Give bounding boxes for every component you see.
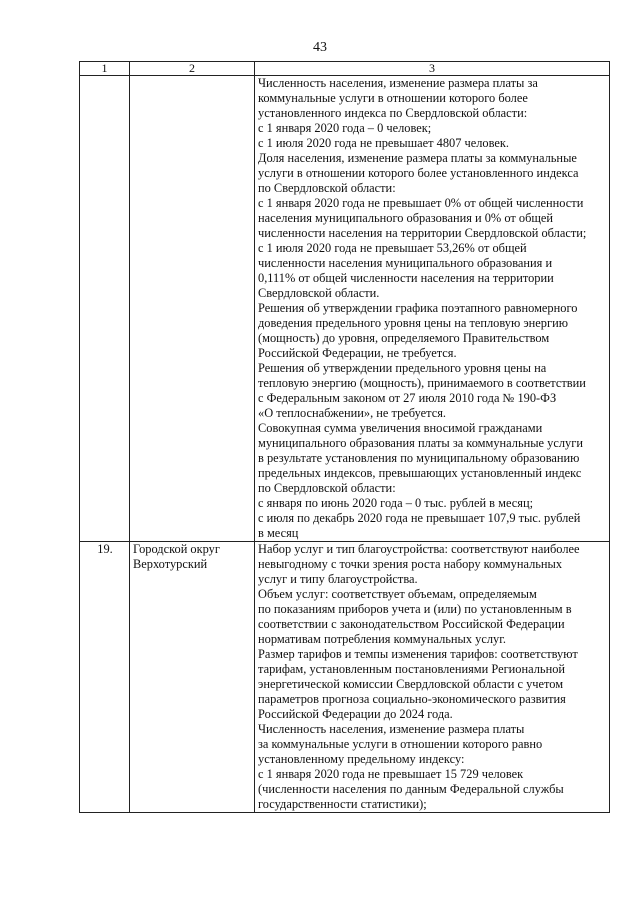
description-line: с июля по декабрь 2020 года не превышает 107,9 тыс. рублей bbox=[258, 511, 581, 525]
header-col-1: 1 bbox=[80, 62, 130, 76]
description-line: энергетической комиссии Свердловской области с учетом bbox=[258, 677, 564, 691]
description-line: Свердловской области. bbox=[258, 286, 380, 300]
description-line: с 1 января 2020 года не превышает 0% от общей численности bbox=[258, 196, 584, 210]
description-line: «О теплоснабжении», не требуется. bbox=[258, 406, 446, 420]
description-line: Решения об утверждении предельного уровня цены на bbox=[258, 361, 547, 375]
description-line: Совокупная сумма увеличения вносимой гражданами bbox=[258, 421, 543, 435]
description-line: услуги в отношении которого более установленного индекса bbox=[258, 166, 579, 180]
table-row bbox=[80, 76, 610, 542]
description-line: невыгодному с точки зрения роста набору коммунальных bbox=[258, 557, 563, 571]
row-number-cell bbox=[80, 76, 130, 542]
description-line: по Свердловской области: bbox=[258, 181, 396, 195]
description-line: в месяц bbox=[258, 526, 299, 540]
description-line: параметров прогноза социально-экономического развития bbox=[258, 692, 566, 706]
description-line: с 1 июля 2020 года не превышает 53,26% от общей bbox=[258, 241, 527, 255]
description-line: Набор услуг и тип благоустройства: соответствуют наиболее bbox=[258, 542, 580, 556]
description-cell bbox=[255, 542, 610, 813]
description-line: в результате установления по муниципальному образованию bbox=[258, 451, 580, 465]
document-table bbox=[79, 61, 610, 813]
description-line: с 1 января 2020 года – 0 человек; bbox=[258, 121, 432, 135]
description-line: Численность населения, изменение размера платы за bbox=[258, 76, 538, 90]
page-number: 43 bbox=[313, 40, 327, 55]
description-line: услуг и типу благоустройства. bbox=[258, 572, 418, 586]
description-line: доведения предельного уровня цены на тепловую энергию bbox=[258, 316, 568, 330]
description-line: установленного индекса по Свердловской области: bbox=[258, 106, 528, 120]
description-line: Российской Федерации до 2024 года. bbox=[258, 707, 453, 721]
description-line: Объем услуг: соответствует объемам, определяемым bbox=[258, 587, 537, 601]
row-number-cell: 19. bbox=[80, 542, 130, 813]
description-line: с января по июнь 2020 года – 0 тыс. рублей в месяц; bbox=[258, 496, 534, 510]
description-line: Размер тарифов и темпы изменения тарифов: соответствуют bbox=[258, 647, 578, 661]
table-row bbox=[80, 542, 610, 813]
description-line: с 1 января 2020 года не превышает 15 729 человек bbox=[258, 767, 524, 781]
municipality-name-cell bbox=[130, 76, 255, 542]
table-header-row bbox=[80, 62, 610, 76]
description-line: коммунальные услуги в отношении которого более bbox=[258, 91, 528, 105]
description-line: установленному предельному индексу: bbox=[258, 752, 465, 766]
description-line: нормативам потребления коммунальных услуг. bbox=[258, 632, 507, 646]
description-line: соответствии с законодательством Российской Федерации bbox=[258, 617, 565, 631]
description-line: по Свердловской области: bbox=[258, 481, 396, 495]
description-line: предельных индексов, превышающих установленный индекс bbox=[258, 466, 582, 480]
header-col-3: 3 bbox=[255, 62, 610, 76]
description-line: муниципального образования платы за коммунальные услуги bbox=[258, 436, 583, 450]
municipality-name-cell bbox=[130, 542, 255, 813]
description-line: численности населения муниципального образования и bbox=[258, 256, 553, 270]
description-line: тепловую энергию (мощность), принимаемого в соответствии bbox=[258, 376, 586, 390]
description-line: численности населения на территории Свердловской области; bbox=[258, 226, 587, 240]
description-line: с Федеральным законом от 27 июля 2010 года № 190-ФЗ bbox=[258, 391, 557, 405]
description-line: Численность населения, изменение размера платы bbox=[258, 722, 525, 736]
description-line: государственности статистики); bbox=[258, 797, 427, 811]
description-line: населения муниципального образования и 0% от общей bbox=[258, 211, 554, 225]
description-line: Российской Федерации, не требуется. bbox=[258, 346, 457, 360]
description-line: (мощность) до уровня, определяемого Правительством bbox=[258, 331, 550, 345]
description-line: за коммунальные услуги в отношении которого равно bbox=[258, 737, 543, 751]
description-line: тарифам, установленным постановлениями Региональной bbox=[258, 662, 566, 676]
description-line: по показаниям приборов учета и (или) по установленным в bbox=[258, 602, 572, 616]
description-line: 0,111% от общей численности населения на территории bbox=[258, 271, 554, 285]
description-line: (численности населения по данным Федеральной службы bbox=[258, 782, 564, 796]
description-line: Доля населения, изменение размера платы за коммунальные bbox=[258, 151, 577, 165]
municipality-name-line: Верхотурский bbox=[133, 557, 208, 571]
description-line: с 1 июля 2020 года не превышает 4807 человек. bbox=[258, 136, 510, 150]
description-cell bbox=[255, 76, 610, 542]
header-col-2: 2 bbox=[130, 62, 255, 76]
description-line: Решения об утверждении графика поэтапного равномерного bbox=[258, 301, 578, 315]
municipality-name-line: Городской округ bbox=[133, 542, 220, 556]
